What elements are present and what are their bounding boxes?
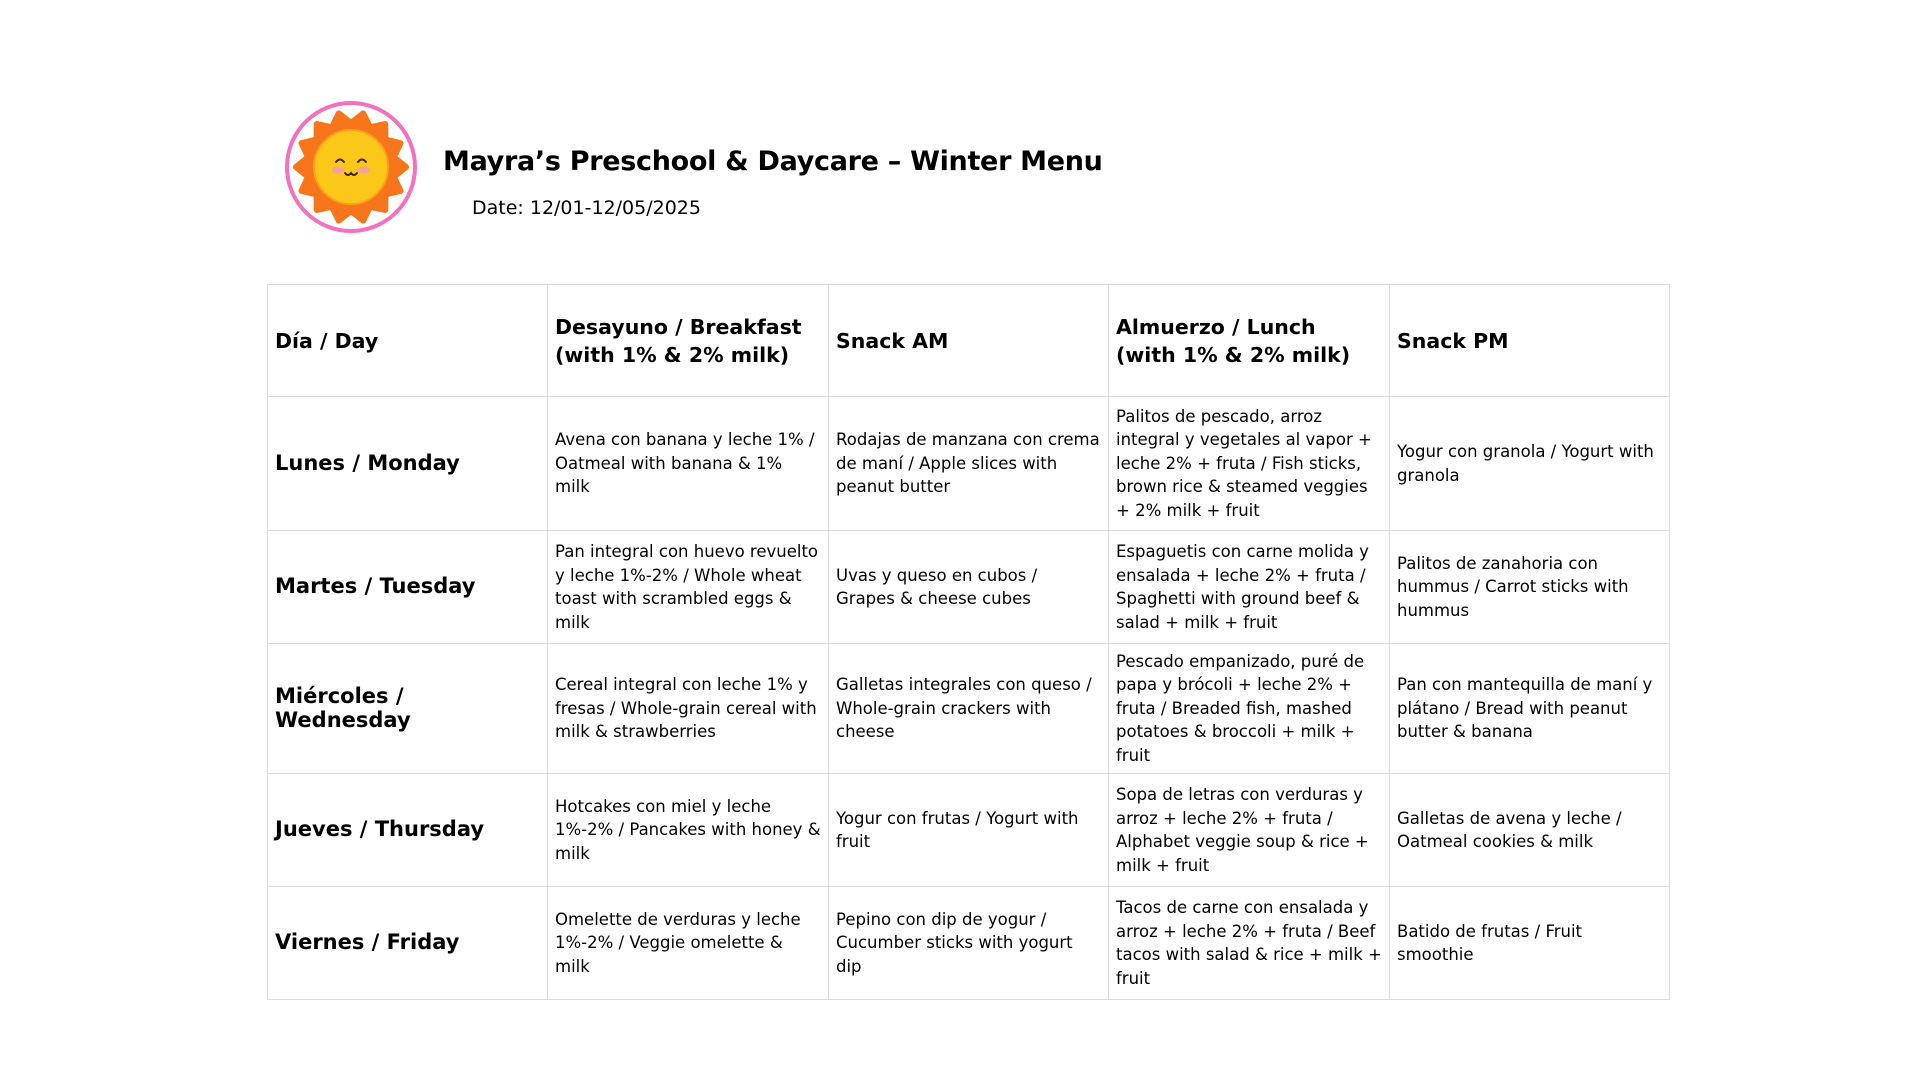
- lunch-cell: Espaguetis con carne molida y ensalada + leche 2% + fruta / Spaghetti with ground beef & salad + milk + fruit: [1109, 531, 1390, 644]
- snack-am-cell: Galletas integrales con queso / Whole-grain crackers with cheese: [829, 644, 1109, 774]
- logo: [284, 100, 418, 234]
- menu-date: Date: 12/01-12/05/2025: [472, 197, 701, 219]
- snack-am-cell: Uvas y queso en cubos / Grapes & cheese cubes: [829, 531, 1109, 644]
- table-row: [268, 887, 1670, 1000]
- table-row: [268, 397, 1670, 531]
- menu-table: [267, 284, 1670, 1000]
- header-snack-pm: Snack PM: [1390, 285, 1670, 397]
- day-cell: Viernes / Friday: [268, 887, 548, 1000]
- breakfast-cell: Cereal integral con leche 1% y fresas / Whole-grain cereal with milk & strawberries: [548, 644, 829, 774]
- table-row: [268, 774, 1670, 887]
- header-lunch: Almuerzo / Lunch (with 1% & 2% milk): [1109, 285, 1390, 397]
- page-title: Mayra’s Preschool & Daycare – Winter Menu: [443, 146, 1103, 177]
- day-cell: Lunes / Monday: [268, 397, 548, 531]
- lunch-cell: Tacos de carne con ensalada y arroz + leche 2% + fruta / Beef tacos with salad & rice + milk + fruit: [1109, 887, 1390, 1000]
- snack-pm-cell: Pan con mantequilla de maní y plátano / Bread with peanut butter & banana: [1390, 644, 1670, 774]
- snack-am-cell: Pepino con dip de yogur / Cucumber sticks with yogurt dip: [829, 887, 1109, 1000]
- day-cell: Jueves / Thursday: [268, 774, 548, 887]
- snack-pm-cell: Yogur con granola / Yogurt with granola: [1390, 397, 1670, 531]
- header-breakfast: Desayuno / Breakfast (with 1% & 2% milk): [548, 285, 829, 397]
- header-day: Día / Day: [268, 285, 548, 397]
- snack-am-cell: Yogur con frutas / Yogurt with fruit: [829, 774, 1109, 887]
- snack-pm-cell: Palitos de zanahoria con hummus / Carrot sticks with hummus: [1390, 531, 1670, 644]
- breakfast-cell: Avena con banana y leche 1% / Oatmeal with banana & 1% milk: [548, 397, 829, 531]
- lunch-cell: Palitos de pescado, arroz integral y vegetales al vapor + leche 2% + fruta / Fish sticks, brown rice & steamed veggies + 2% milk + fruit: [1109, 397, 1390, 531]
- lunch-cell: Pescado empanizado, puré de papa y brócoli + leche 2% + fruta / Breaded fish, mashed potatoes & broccoli + milk + fruit: [1109, 644, 1390, 774]
- snack-am-cell: Rodajas de manzana con crema de maní / Apple slices with peanut butter: [829, 397, 1109, 531]
- breakfast-cell: Pan integral con huevo revuelto y leche 1%-2% / Whole wheat toast with scrambled eggs & milk: [548, 531, 829, 644]
- table-row: [268, 644, 1670, 774]
- day-cell: Martes / Tuesday: [268, 531, 548, 644]
- sun-icon: [284, 100, 418, 234]
- header-snack-am: Snack AM: [829, 285, 1109, 397]
- table-row: [268, 531, 1670, 644]
- breakfast-cell: Hotcakes con miel y leche 1%-2% / Pancakes with honey & milk: [548, 774, 829, 887]
- lunch-cell: Sopa de letras con verduras y arroz + leche 2% + fruta / Alphabet veggie soup & rice + milk + fruit: [1109, 774, 1390, 887]
- snack-pm-cell: Galletas de avena y leche / Oatmeal cookies & milk: [1390, 774, 1670, 887]
- table-header-row: [268, 285, 1670, 397]
- snack-pm-cell: Batido de frutas / Fruit smoothie: [1390, 887, 1670, 1000]
- day-cell: Miércoles / Wednesday: [268, 644, 548, 774]
- breakfast-cell: Omelette de verduras y leche 1%-2% / Veggie omelette & milk: [548, 887, 829, 1000]
